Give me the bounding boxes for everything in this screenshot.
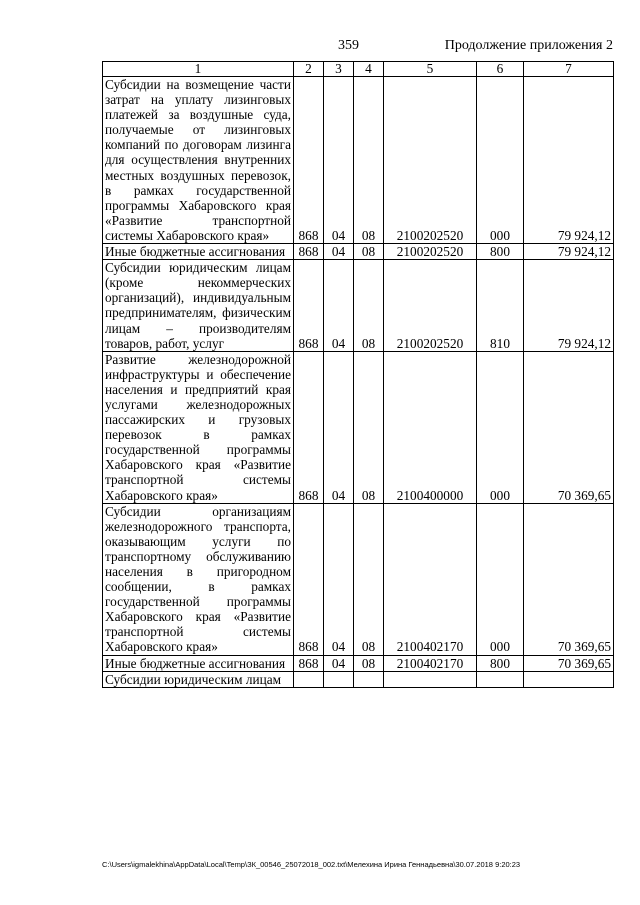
subsection-code: 08 xyxy=(354,260,384,352)
table-header-row xyxy=(103,62,614,77)
expense-type-code: 000 xyxy=(477,503,524,655)
appendix-continuation-label: Продолжение приложения 2 xyxy=(444,38,613,53)
subsection-code: 08 xyxy=(354,655,384,671)
target-item-code: 2100202520 xyxy=(384,244,477,260)
expense-type-code: 000 xyxy=(477,351,524,503)
expense-type-code: 000 xyxy=(477,77,524,244)
ministry-code: 868 xyxy=(294,260,324,352)
subsection-code: 08 xyxy=(354,244,384,260)
ministry-code: 868 xyxy=(294,351,324,503)
subsection-code xyxy=(354,671,384,687)
section-code: 04 xyxy=(324,655,354,671)
amount: 70 369,65 xyxy=(524,351,614,503)
target-item-code: 2100202520 xyxy=(384,260,477,352)
subsection-code: 08 xyxy=(354,351,384,503)
table-row xyxy=(103,260,614,352)
column-header: 4 xyxy=(354,62,384,77)
column-header: 3 xyxy=(324,62,354,77)
target-item-code: 2100202520 xyxy=(384,77,477,244)
ministry-code: 868 xyxy=(294,503,324,655)
section-code: 04 xyxy=(324,260,354,352)
table-row xyxy=(103,244,614,260)
expense-type-code: 800 xyxy=(477,244,524,260)
table-row xyxy=(103,655,614,671)
amount: 70 369,65 xyxy=(524,655,614,671)
table-row xyxy=(103,671,614,687)
budget-table xyxy=(102,61,614,688)
amount: 79 924,12 xyxy=(524,77,614,244)
page-number: 359 xyxy=(338,38,359,53)
column-header: 2 xyxy=(294,62,324,77)
amount: 70 369,65 xyxy=(524,503,614,655)
amount xyxy=(524,671,614,687)
section-code: 04 xyxy=(324,77,354,244)
ministry-code xyxy=(294,671,324,687)
table-row xyxy=(103,503,614,655)
target-item-code: 2100402170 xyxy=(384,503,477,655)
target-item-code: 2100400000 xyxy=(384,351,477,503)
row-description: Развитие железнодорожной инфраструктуры и обеспечение населения и предприятий края услугами железнодорожных пассажирских и грузовых перевозок в рамках государственной программы Хабаровского края «Развитие транспортной системы Хабаровского края» xyxy=(103,351,294,503)
file-path-footer: C:\Users\igmalekhina\AppData\Local\Temp\ЗК_00546_25072018_002.txt\Мелехина Ирина Геннадьевна\30.07.2018 9:20:23 xyxy=(102,860,521,869)
ministry-code: 868 xyxy=(294,655,324,671)
section-code: 04 xyxy=(324,503,354,655)
column-header: 1 xyxy=(103,62,294,77)
column-header: 5 xyxy=(384,62,477,77)
expense-type-code xyxy=(477,671,524,687)
subsection-code: 08 xyxy=(354,503,384,655)
section-code xyxy=(324,671,354,687)
table-row xyxy=(103,351,614,503)
target-item-code: 2100402170 xyxy=(384,655,477,671)
column-header: 7 xyxy=(524,62,614,77)
row-description: Иные бюджетные ассигнования xyxy=(103,655,294,671)
row-description: Субсидии юридическим лицам (кроме некоммерческих организаций), индивидуальным предпринимателям, физическим лицам – производителям товаров, работ, услуг xyxy=(103,260,294,352)
amount: 79 924,12 xyxy=(524,244,614,260)
section-code: 04 xyxy=(324,244,354,260)
table-row xyxy=(103,77,614,244)
subsection-code: 08 xyxy=(354,77,384,244)
row-description: Субсидии юридическим лицам xyxy=(103,671,294,687)
ministry-code: 868 xyxy=(294,244,324,260)
column-header: 6 xyxy=(477,62,524,77)
amount: 79 924,12 xyxy=(524,260,614,352)
ministry-code: 868 xyxy=(294,77,324,244)
row-description: Субсидии организациям железнодорожного транспорта, оказывающим услуги по транспортному обслуживанию населения в пригородном сообщении, в рамках государственной программы Хабаровского края «Развитие транспортной системы Хабаровского края» xyxy=(103,503,294,655)
row-description: Иные бюджетные ассигнования xyxy=(103,244,294,260)
target-item-code xyxy=(384,671,477,687)
expense-type-code: 800 xyxy=(477,655,524,671)
expense-type-code: 810 xyxy=(477,260,524,352)
section-code: 04 xyxy=(324,351,354,503)
row-description: Субсидии на возмещение части затрат на уплату лизинговых платежей за воздушные суда, получаемые от лизинговых компаний по договорам лизинга для осуществления внутренних местных воздушных перевозок, в рамках государственной программы Хабаровского края «Развитие транспортной системы Хабаровского края» xyxy=(103,77,294,244)
